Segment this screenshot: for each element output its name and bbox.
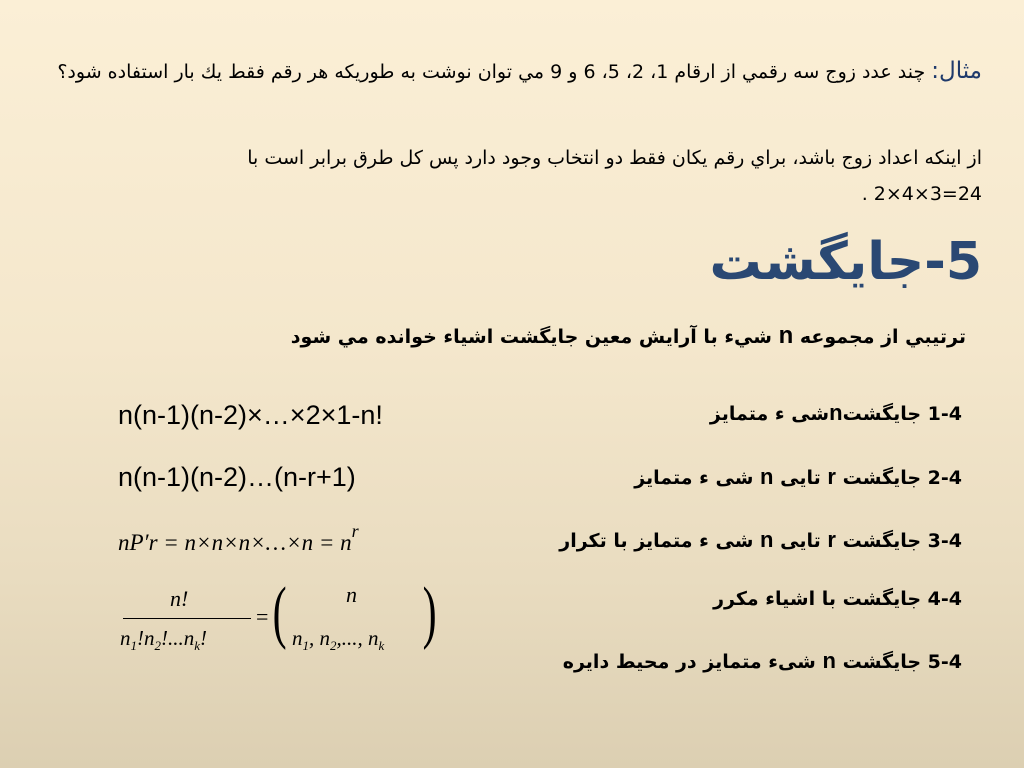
definition-n: n bbox=[778, 322, 794, 349]
den-sub: k bbox=[194, 638, 201, 653]
item-2-b: شی ء متمایز bbox=[634, 467, 754, 489]
item-5-b: شیء متمایز در محیط دایره bbox=[562, 651, 816, 673]
example-label: مثال: bbox=[931, 58, 982, 84]
fraction-denominator bbox=[120, 626, 207, 651]
item-3 bbox=[559, 527, 962, 553]
formula-3-exp: r bbox=[351, 521, 359, 541]
den-sub: 1 bbox=[130, 638, 137, 653]
item-2-mid: تایی bbox=[780, 467, 821, 489]
definition bbox=[291, 322, 966, 350]
binom-part: , n bbox=[309, 626, 330, 650]
den-sub: 2 bbox=[154, 638, 161, 653]
item-4-num: 4-4 bbox=[927, 588, 962, 610]
item-1-n: n bbox=[829, 400, 843, 425]
calc-end: . bbox=[861, 183, 868, 206]
item-3-mid: تایی bbox=[780, 530, 821, 552]
item-5 bbox=[563, 648, 962, 674]
item-3-b: شی ء متمایز با تکرار bbox=[559, 530, 754, 552]
fraction-bar bbox=[123, 618, 251, 619]
item-1-b: شی ء متمایز bbox=[709, 403, 830, 425]
binom-bottom bbox=[292, 626, 384, 651]
example-calculation bbox=[862, 176, 982, 212]
item-2-num: 2-4 bbox=[927, 467, 962, 489]
binom-part: ,..., n bbox=[336, 626, 379, 650]
item-3-r: r bbox=[827, 527, 836, 552]
definition-after: شيء با آرايش معين جايگشت اشياء خوانده مي شود bbox=[290, 326, 772, 348]
binom-sub: 2 bbox=[330, 638, 337, 653]
item-2-a: جایگشت bbox=[842, 467, 922, 489]
item-1-num: 1-4 bbox=[927, 403, 962, 425]
right-paren: ) bbox=[422, 574, 437, 651]
den-part: !n bbox=[137, 626, 155, 650]
definition-before: ترتيبي از مجموعه bbox=[799, 326, 966, 348]
item-2-r: r bbox=[827, 464, 836, 489]
den-part: ! bbox=[200, 626, 208, 650]
item-5-n: n bbox=[822, 648, 836, 673]
item-1-a: جایگشت bbox=[842, 403, 922, 425]
item-2 bbox=[634, 464, 962, 490]
example-answer-text: از اينكه اعداد زوج باشد، براي رقم يكان فقط دو انتخاب وجود دارد پس كل طرق برابر است با bbox=[247, 147, 982, 169]
example-question-text: چند عدد زوج سه رقمي از ارقام 1، 2، 5، 6 و 9 مي توان نوشت به طوريكه هر رقم فقط يك بار استفاده شود؟ bbox=[57, 61, 926, 83]
binom-sub: k bbox=[378, 638, 385, 653]
item-2-n: n bbox=[760, 464, 774, 489]
item-3-num: 3-4 bbox=[927, 530, 962, 552]
binom-sub: 1 bbox=[302, 638, 309, 653]
item-3-n: n bbox=[760, 527, 774, 552]
example-answer bbox=[32, 140, 982, 212]
multinomial-formula bbox=[118, 574, 448, 664]
equals-sign: = bbox=[256, 604, 269, 629]
item-1 bbox=[710, 400, 962, 426]
item-5-num: 5-4 bbox=[927, 651, 962, 673]
fraction-numerator: n! bbox=[170, 586, 189, 611]
formula-3-main: nP′r = n×n×n×…×n = n bbox=[118, 530, 352, 555]
den-part: !...n bbox=[161, 626, 195, 650]
formula-1: n(n-1)(n-2)×…×2×1-n! bbox=[118, 400, 383, 430]
formula-2: n(n-1)(n-2)…(n-r+1) bbox=[118, 462, 356, 492]
item-4-a: جایگشت با اشیاء مکرر bbox=[713, 588, 922, 610]
left-paren: ( bbox=[272, 574, 287, 651]
binom-part: n bbox=[292, 626, 303, 650]
formula-3 bbox=[118, 521, 359, 556]
example-question bbox=[32, 50, 982, 94]
section-heading: 5-جايگشت bbox=[709, 232, 982, 292]
den-part: n bbox=[120, 626, 131, 650]
item-3-a: جایگشت bbox=[842, 530, 922, 552]
calc-value: 2×4×3=24 bbox=[873, 183, 982, 206]
item-5-a: جایگشت bbox=[842, 651, 922, 673]
binom-top: n bbox=[346, 582, 357, 607]
item-4 bbox=[713, 588, 962, 610]
